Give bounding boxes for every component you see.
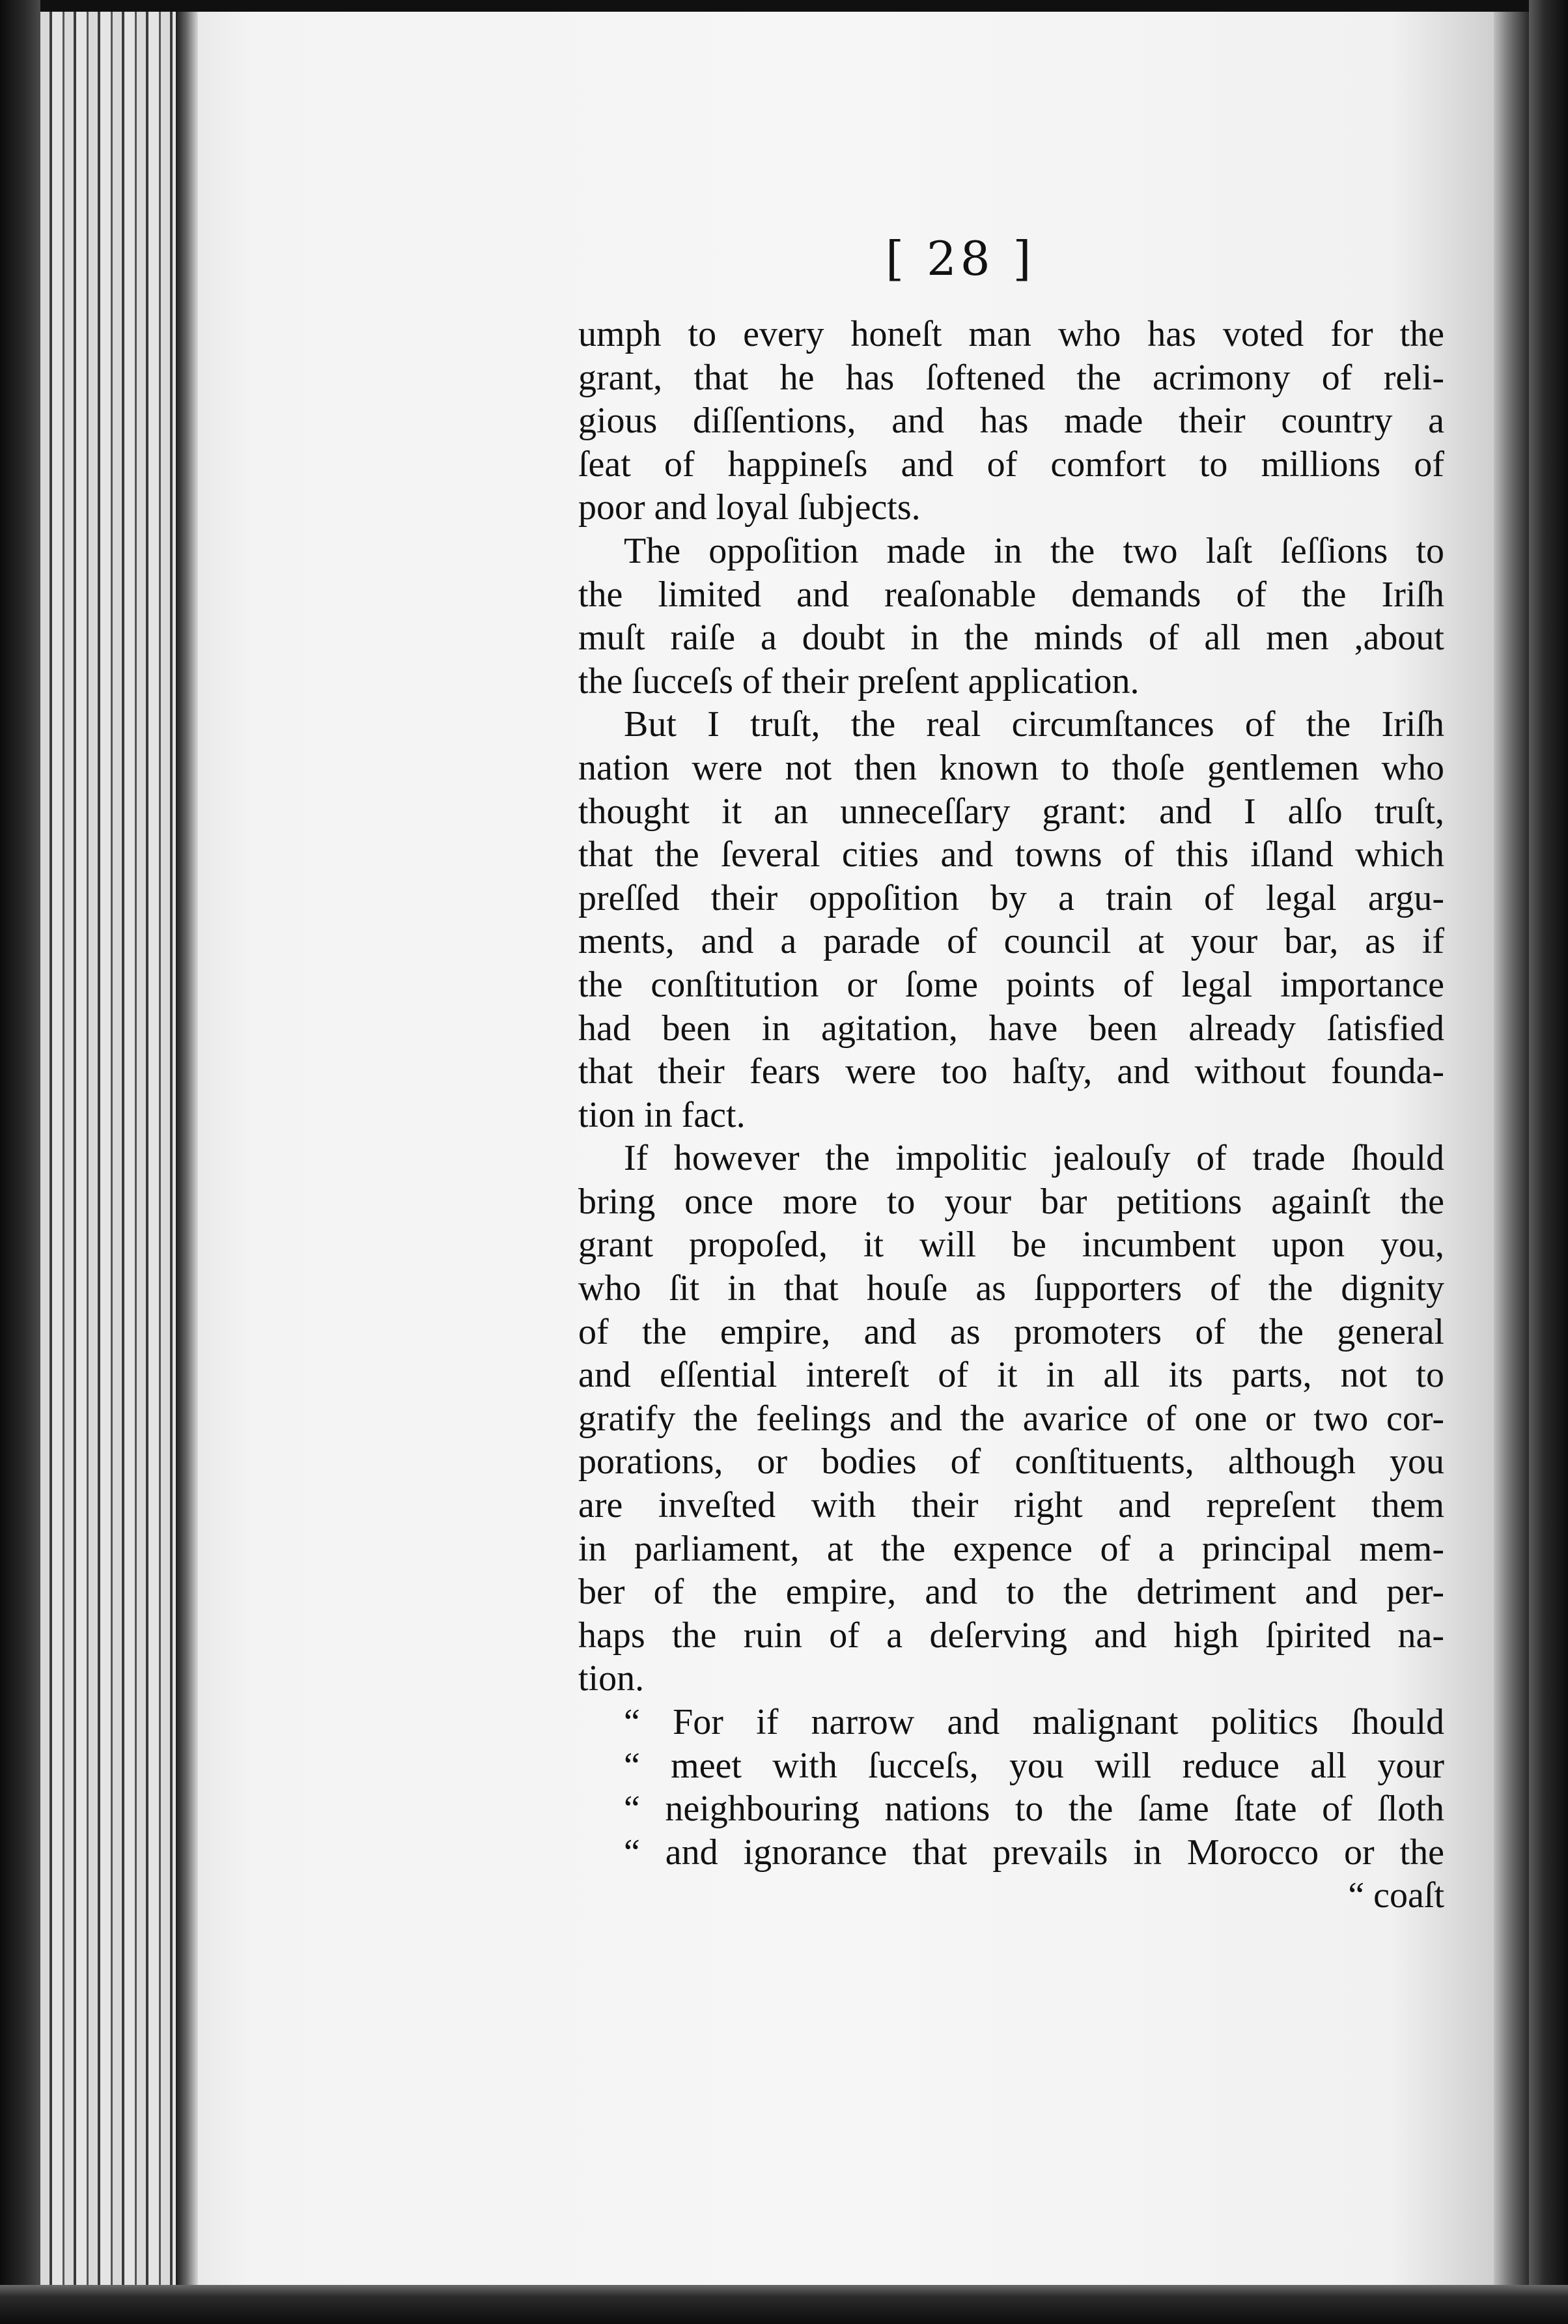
scan-background-bottom (0, 2285, 1568, 2324)
text-line: umph to every honeſt man who has voted for the (578, 314, 1444, 354)
text-line: the conſtitution or ſome points of legal importance (578, 964, 1444, 1005)
page-number-header: [ 28 ] (886, 231, 1035, 286)
text-line: had been in agitation, have been already ſatisfied (578, 1008, 1444, 1049)
text-line: “ For if narrow and malignant politics ſhould (624, 1702, 1444, 1742)
text-line: nation were not then known to thoſe gentlemen who (578, 747, 1444, 788)
page-edges-binding (40, 12, 190, 2285)
text-line: The oppoſition made in the two laſt ſeſſions to (624, 530, 1444, 571)
text-line: muſt raiſe a doubt in the minds of all men ,about (578, 617, 1444, 659)
text-line: gratify the feelings and the avarice of one or two cor- (578, 1398, 1444, 1439)
text-line: that their fears were too haſty, and without founda- (578, 1051, 1444, 1092)
text-line: bring once more to your bar petitions againſt the (578, 1181, 1444, 1222)
text-line: “ meet with ſucceſs, you will reduce all your (624, 1745, 1444, 1786)
text-line: ments, and a parade of council at your bar, as if (578, 921, 1444, 962)
text-line: tion in fact. (578, 1094, 746, 1135)
text-line: gious diſſentions, and has made their country a (578, 401, 1444, 442)
text-line: ſeat of happineſs and of comfort to millions of (578, 444, 1444, 485)
text-line: grant, that he has ſoftened the acrimony of reli- (578, 357, 1444, 398)
text-line: in parliament, at the expence of a principal mem- (578, 1528, 1444, 1569)
text-line: “ neighbouring nations to the ſame ſtate of ſloth (624, 1789, 1444, 1830)
text-line: grant propoſed, it will be incumbent upon you, (578, 1225, 1444, 1266)
text-line: “ and ignorance that prevails in Morocco or the (624, 1832, 1444, 1873)
page-right-edge (1494, 12, 1529, 2285)
text-line: poor and loyal ſubjects. (578, 487, 921, 528)
text-line: If however the impolitic jealouſy of trade ſhould (624, 1138, 1444, 1179)
body-text (578, 313, 1444, 1918)
text-line: are inveſted with their right and repreſent them (578, 1485, 1444, 1526)
scan-background-top (0, 0, 1568, 12)
text-line: haps the ruin of a deſerving and high ſpirited na- (578, 1615, 1444, 1656)
scan-background-right (1529, 0, 1568, 2324)
text-line: who ſit in that houſe as ſupporters of the dignity (578, 1268, 1444, 1309)
text-line: ber of the empire, and to the detriment and per- (578, 1572, 1444, 1613)
binding-shadow (176, 12, 198, 2285)
text-line: preſſed their oppoſition by a train of legal argu- (578, 877, 1444, 918)
catchword: “ coaſt (1348, 1875, 1444, 1916)
text-line: and eſſential intereſt of it in all its parts, not to (578, 1355, 1444, 1396)
text-line: of the empire, and as promoters of the general (578, 1311, 1444, 1352)
text-line: the limited and reaſonable demands of the Iriſh (578, 574, 1444, 615)
text-line: the ſucceſs of their preſent application. (578, 660, 1140, 701)
text-line: porations, or bodies of conſtituents, although you (578, 1441, 1444, 1482)
text-line: But I truſt, the real circumſtances of the Iriſh (624, 704, 1444, 745)
text-line: that the ſeveral cities and towns of this iſland which (578, 834, 1444, 875)
scan-background-left (0, 0, 40, 2324)
text-line: thought it an unneceſſary grant: and I alſo truſt, (578, 791, 1444, 832)
text-line: tion. (578, 1658, 645, 1699)
